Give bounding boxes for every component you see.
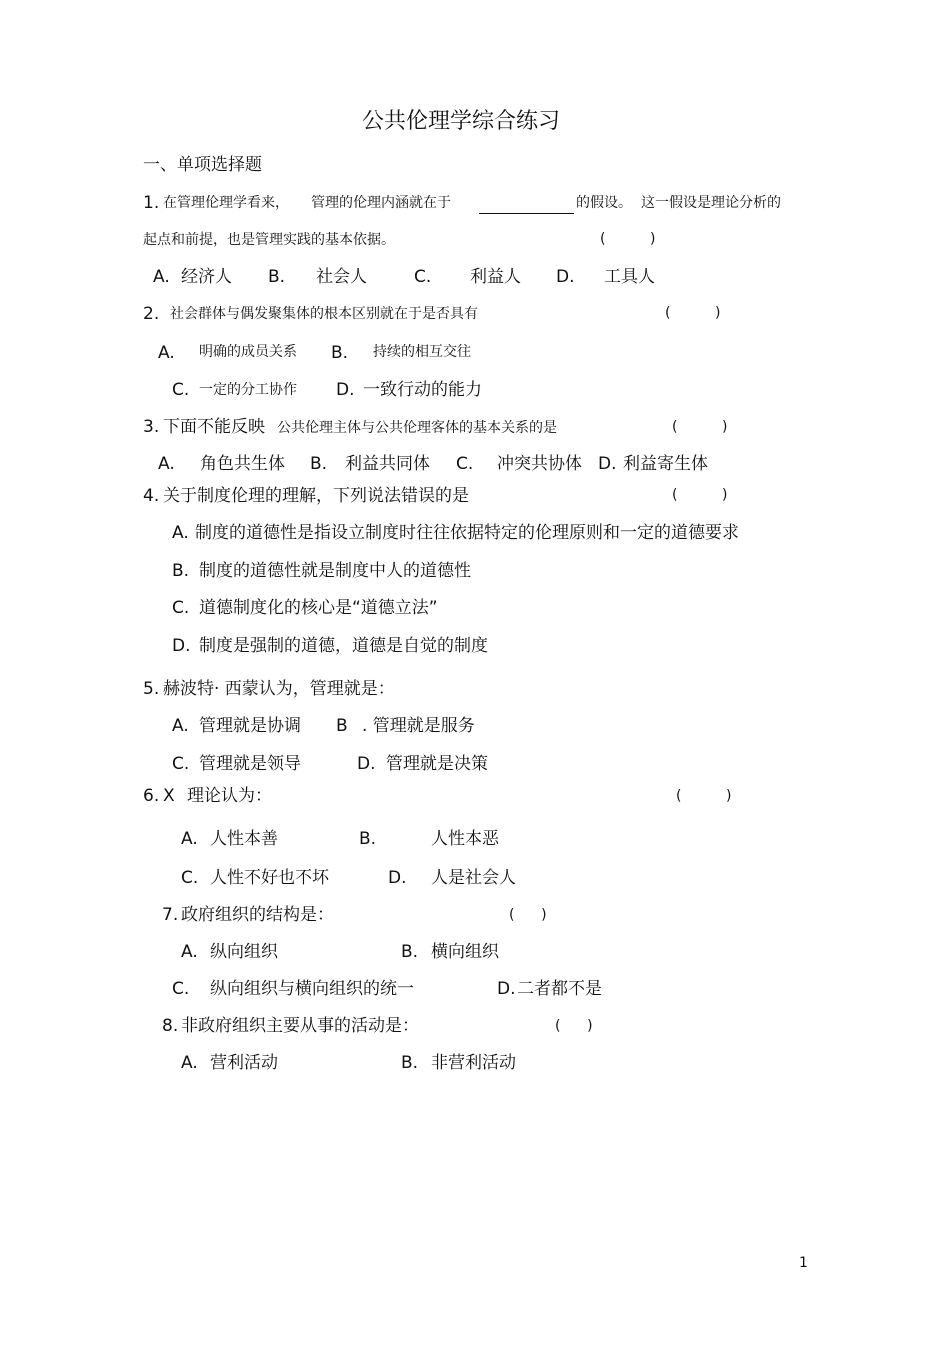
option-letter: B.: [268, 267, 286, 287]
option-letter: D.: [336, 380, 355, 400]
option-text: 人性不好也不坏: [210, 868, 329, 888]
option-text: 社会人: [316, 267, 367, 287]
option-letter: D.: [357, 754, 376, 774]
question-stem: 非政府组织主要从事的活动是：: [181, 1016, 419, 1036]
option-text: 制度的道德性就是制度中人的道德性: [199, 561, 471, 581]
question-number: 6.: [143, 786, 160, 806]
option-letter: A.: [172, 523, 189, 543]
question-stem: 赫波特· 西蒙认为，管理就是：: [163, 679, 395, 699]
option-letter: C.: [181, 868, 199, 888]
question-stem: 理论认为：: [187, 786, 272, 806]
question-number: 1.: [143, 193, 160, 213]
question-stem: 公共伦理主体与公共伦理客体的基本关系的是: [277, 420, 557, 436]
option-text: 人性本恶: [431, 829, 499, 849]
question-number: 4.: [143, 486, 160, 506]
option-text: 角色共生体: [200, 454, 285, 474]
option-text: 管理就是决策: [386, 754, 488, 774]
option-letter: B.: [401, 942, 419, 962]
option-letter: D.: [556, 267, 575, 287]
option-text: . 管理就是服务: [362, 716, 475, 736]
option-letter: B: [336, 716, 348, 736]
option-letter: A.: [158, 343, 175, 363]
option-text: 纵向组织: [210, 942, 278, 962]
answer-parentheses: ( ): [676, 788, 732, 804]
option-letter: B.: [310, 454, 328, 474]
option-text: 制度的道德性是指设立制度时往往依据特定的伦理原则和一定的道德要求: [195, 523, 739, 543]
option-text: 人是社会人: [431, 868, 516, 888]
option-text: 制度是强制的道德，道德是自觉的制度: [199, 636, 488, 656]
option-text: 冲突共协体: [497, 454, 582, 474]
option-text: 非营利活动: [431, 1053, 516, 1073]
option-letter: C.: [172, 979, 190, 999]
question-stem: 这一假设是理论分析的: [641, 195, 781, 211]
option-letter: A.: [158, 454, 175, 474]
option-letter: C.: [172, 754, 190, 774]
option-text: 利益人: [470, 267, 521, 287]
option-letter: B.: [401, 1053, 419, 1073]
question-number: 8.: [162, 1016, 179, 1036]
question-stem: 管理的伦理内涵就在于: [311, 195, 451, 211]
option-letter: A.: [181, 942, 198, 962]
option-text: 人性本善: [210, 829, 278, 849]
option-text: 横向组织: [431, 942, 499, 962]
option-letter: A.: [172, 716, 189, 736]
option-letter: D.: [497, 979, 516, 999]
page-title: 公共伦理学综合练习: [362, 109, 561, 134]
question-stem: 的假设。: [576, 195, 632, 211]
option-letter: C.: [172, 380, 190, 400]
option-text: 道德制度化的核心是“道德立法”: [199, 598, 438, 618]
option-text: 利益共同体: [345, 454, 430, 474]
option-letter: A.: [181, 1053, 198, 1073]
option-text: 一致行动的能力: [363, 380, 482, 400]
question-number: 2.: [143, 304, 160, 324]
section-heading: 一、单项选择题: [143, 155, 262, 175]
answer-parentheses: ( ): [672, 487, 728, 503]
option-text: 营利活动: [210, 1053, 278, 1073]
option-text: 管理就是领导: [199, 754, 301, 774]
option-letter: C.: [172, 598, 190, 618]
question-stem: 在管理伦理学看来，: [163, 195, 289, 211]
option-letter: B.: [172, 561, 190, 581]
option-letter: C.: [456, 454, 474, 474]
answer-parentheses: ( ): [555, 1018, 593, 1034]
question-number: 7.: [162, 905, 179, 925]
question-stem: 政府组织的结构是：: [181, 905, 334, 925]
answer-parentheses: ( ): [600, 231, 656, 247]
question-stem: 起点和前提，也是管理实践的基本依据。: [143, 232, 395, 248]
option-text: 工具人: [604, 267, 655, 287]
option-letter: D.: [388, 868, 407, 888]
answer-parentheses: ( ): [672, 419, 728, 435]
answer-parentheses: ( ): [665, 305, 721, 321]
question-stem: 关于制度伦理的理解，下列说法错误的是: [163, 486, 469, 506]
question-number: 5.: [143, 679, 160, 699]
page-number: 1: [799, 1255, 808, 1271]
option-letter: D.: [598, 454, 617, 474]
question-number: 3.: [143, 417, 160, 437]
option-text: 明确的成员关系: [199, 344, 297, 360]
question-stem: 社会群体与偶发聚集体的根本区别就在于是否具有: [170, 306, 478, 322]
option-text: 利益寄生体: [623, 454, 708, 474]
question-stem: X: [163, 786, 175, 806]
question-stem: 下面不能反映: [163, 417, 265, 437]
option-text: 持续的相互交往: [373, 344, 471, 360]
option-letter: B.: [359, 829, 377, 849]
option-text: 二者都不是: [517, 979, 602, 999]
option-text: 经济人: [181, 267, 232, 287]
option-letter: D.: [172, 636, 191, 656]
option-letter: A.: [181, 829, 198, 849]
option-letter: A.: [153, 267, 170, 287]
option-letter: C.: [414, 267, 432, 287]
option-text: 纵向组织与横向组织的统一: [210, 979, 414, 999]
option-letter: B.: [331, 343, 349, 363]
answer-blank: [479, 213, 574, 214]
option-text: 管理就是协调: [199, 716, 301, 736]
answer-parentheses: ( ): [509, 907, 547, 923]
option-text: 一定的分工协作: [199, 382, 297, 398]
